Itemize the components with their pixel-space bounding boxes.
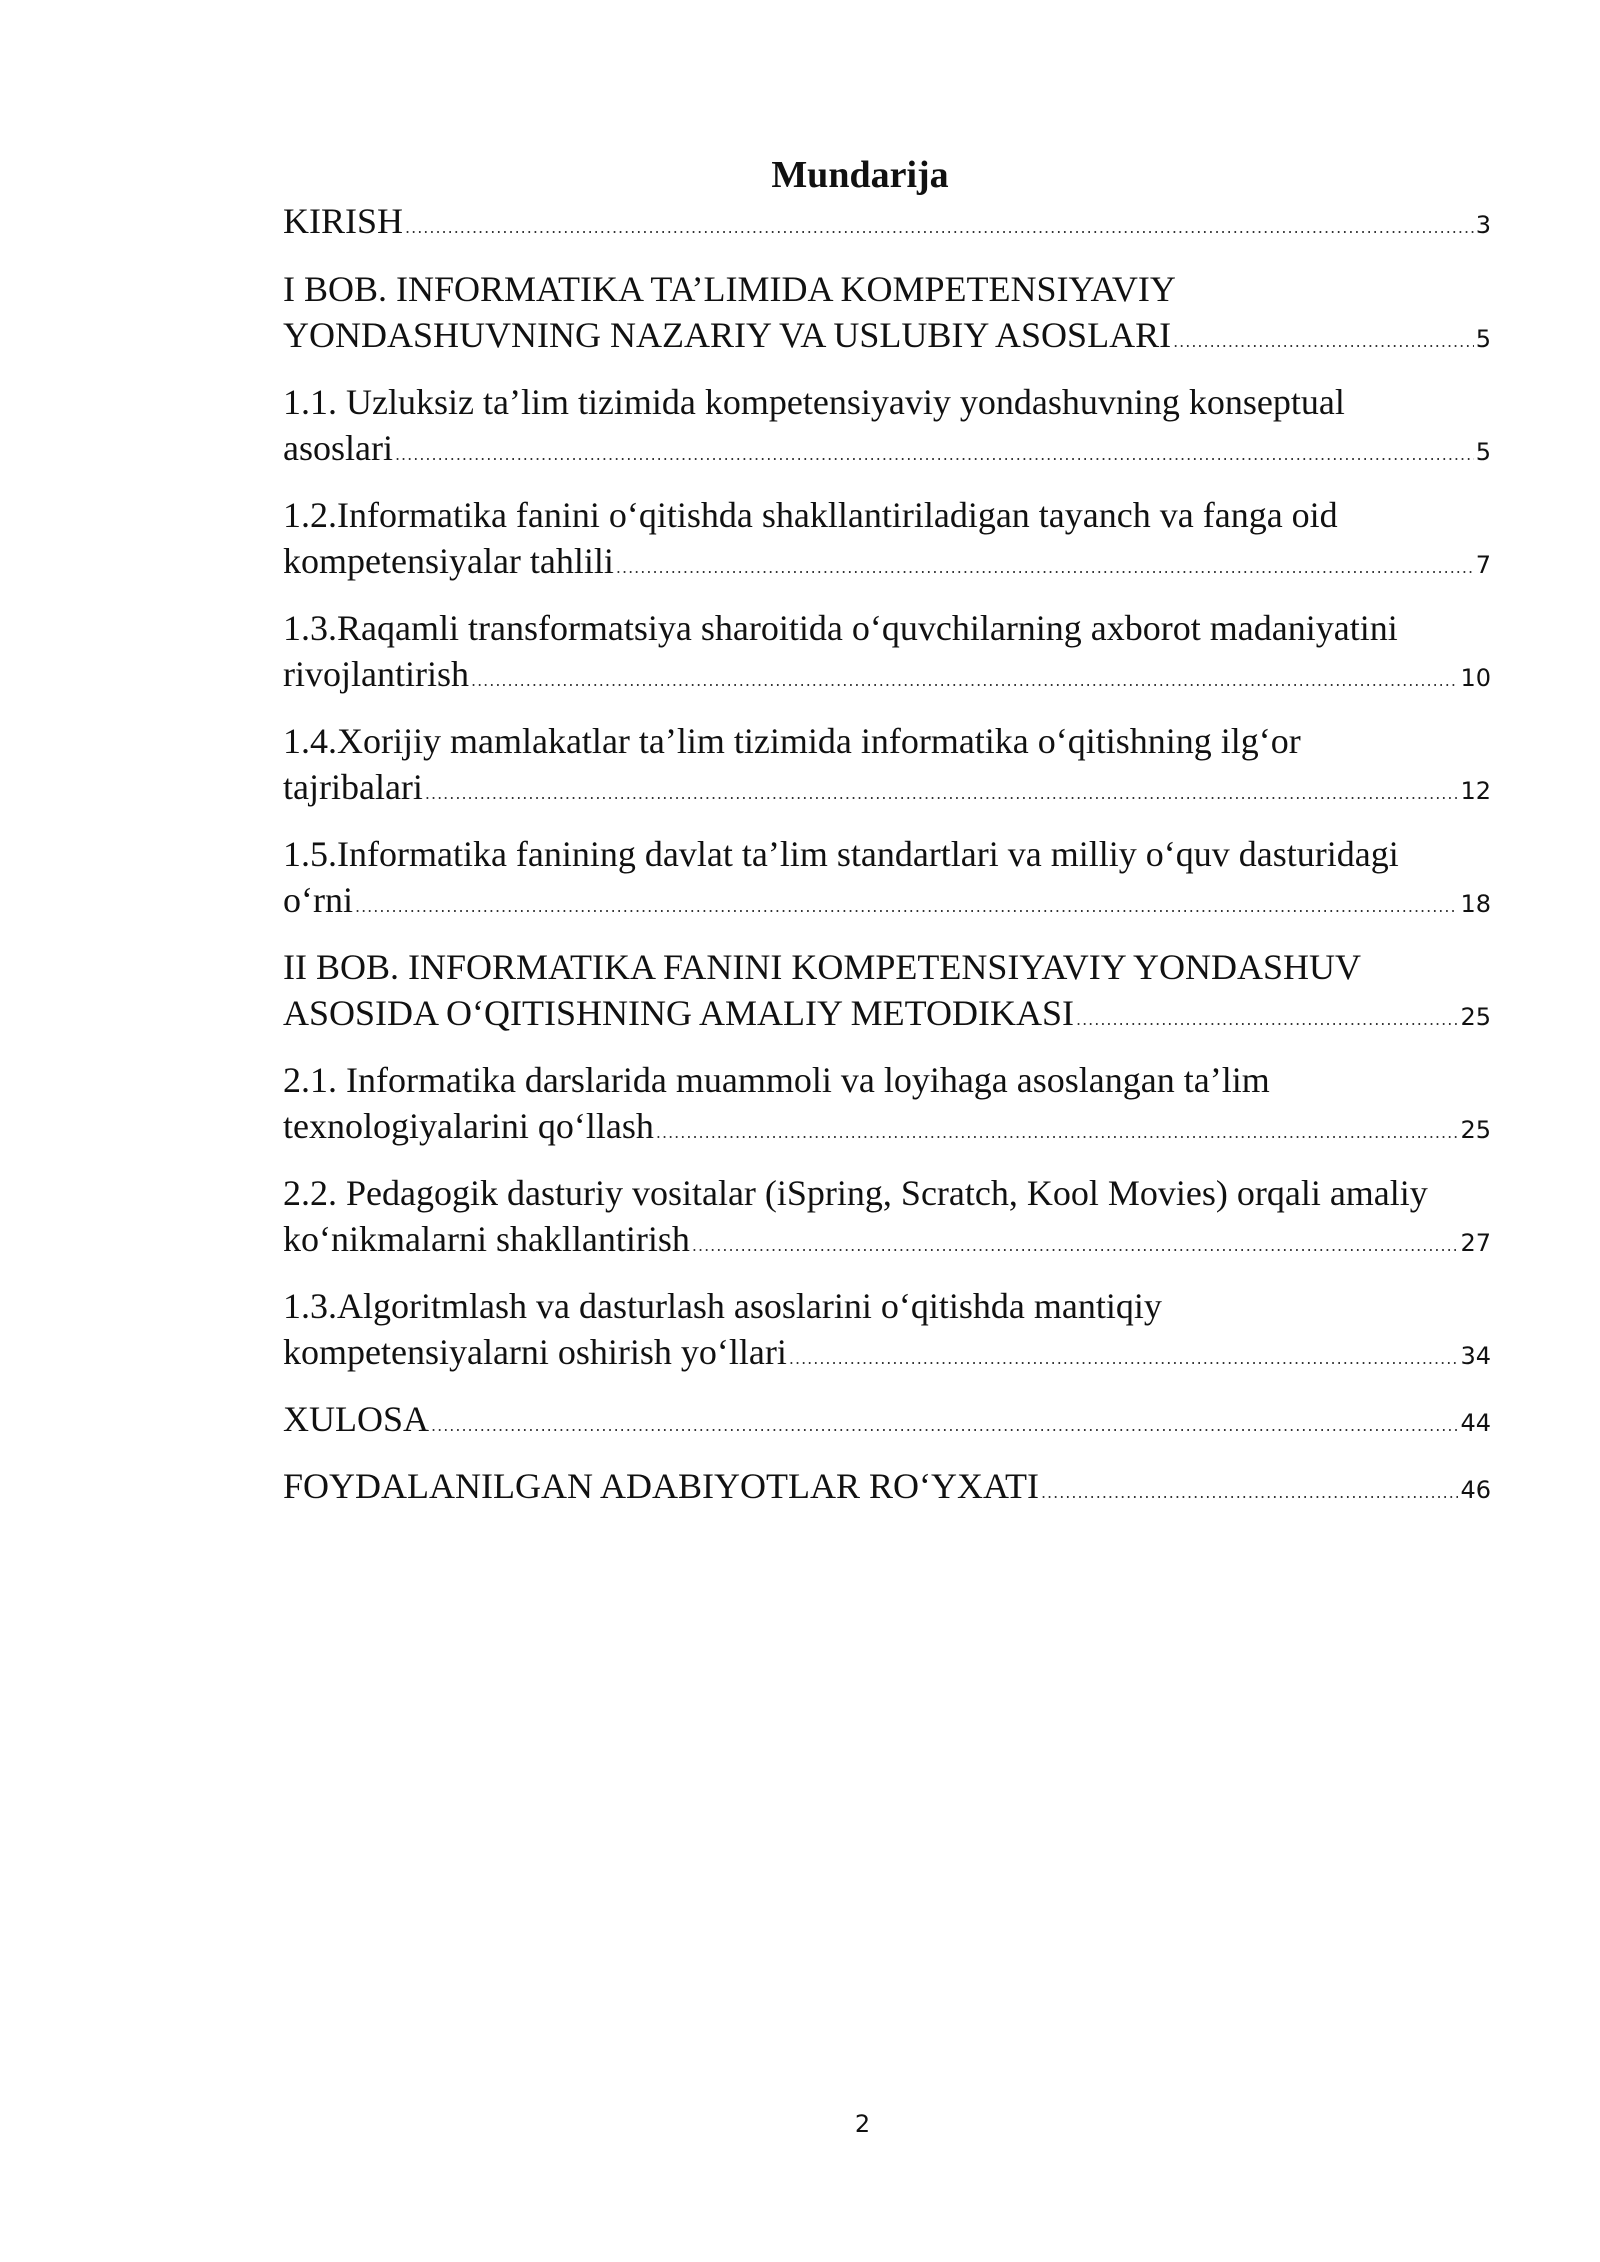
dot-leader — [1173, 319, 1474, 366]
dot-leader — [431, 1403, 1458, 1450]
toc-entry-last-line — [283, 1463, 1491, 1517]
toc-entry-text: kompetensiyalar tahlili — [283, 541, 614, 581]
toc-entry-text: kompetensiyalarni oshirish yo‘llari — [283, 1332, 787, 1372]
toc-entry-section-2-1[interactable] — [283, 1057, 1491, 1157]
toc-entry-section-1-1[interactable] — [283, 379, 1491, 479]
toc-entry-section-1-4[interactable] — [283, 718, 1491, 818]
toc-entry-text: 2.1. Informatika darslarida muammoli va loyihaga asoslangan ta’lim — [283, 1059, 1270, 1100]
dot-leader — [692, 1223, 1459, 1270]
toc-entry-section-1-5[interactable] — [283, 831, 1491, 931]
toc-entry-xulosa[interactable] — [283, 1396, 1491, 1450]
toc-entry-text: FOYDALANILGAN ADABIYOTLAR RO‘YXATI — [283, 1466, 1039, 1506]
toc-page-number: 27 — [1460, 1229, 1491, 1257]
dot-leader — [471, 658, 1458, 705]
dot-leader — [656, 1110, 1459, 1157]
dot-leader — [789, 1336, 1459, 1383]
toc-page-number: 7 — [1475, 551, 1491, 579]
toc-entry-chapter-1[interactable] — [283, 266, 1491, 366]
toc-entry-text: o‘rni — [283, 880, 353, 920]
toc-entry-text: tajribalari — [283, 767, 423, 807]
toc-entry-last-line — [283, 312, 1491, 366]
toc-entry-last-line — [283, 1396, 1491, 1450]
toc-entry-text: ASOSIDA O‘QITISHNING AMALIY METODIKASI — [283, 993, 1074, 1033]
toc-entry-text: 1.4.Xorijiy mamlakatlar ta’lim tizimida informatika o‘qitishning ilg‘or — [283, 720, 1301, 761]
toc-entry-last-line — [283, 877, 1491, 931]
toc-page-number: 25 — [1460, 1003, 1491, 1031]
toc-entry-text: 1.2.Informatika fanini o‘qitishda shakllantiriladigan tayanch va fanga oid — [283, 494, 1338, 535]
toc-entry-text: 1.3.Algoritmlash va dasturlash asoslarini o‘qitishda mantiqiy — [283, 1285, 1162, 1326]
toc-entry-last-line — [283, 425, 1491, 479]
toc-entry-text: KIRISH — [283, 201, 404, 241]
toc-entry-text: rivojlantirish — [283, 654, 469, 694]
toc-page-number: 46 — [1460, 1476, 1491, 1504]
toc-page-number: 5 — [1475, 438, 1491, 466]
toc-entry-last-line — [283, 651, 1491, 705]
toc-entry-text: 1.1. Uzluksiz ta’lim tizimida kompetensiyaviy yondashuvning konseptual — [283, 381, 1345, 422]
toc-entry-text: I BOB. INFORMATIKA TA’LIMIDA KOMPETENSIYAVIY — [283, 268, 1176, 309]
dot-leader — [355, 884, 1458, 931]
toc-entry-section-1-2[interactable] — [283, 492, 1491, 592]
toc-entry-text: asoslari — [283, 428, 393, 468]
page-title: Mundarija — [771, 154, 949, 196]
toc-entry-last-line — [283, 1103, 1491, 1157]
toc-entry-text: 1.5.Informatika fanining davlat ta’lim standartlari va milliy o‘quv dasturidagi — [283, 833, 1399, 874]
table-of-contents — [283, 198, 1491, 1531]
toc-entry-text: II BOB. INFORMATIKA FANINI KOMPETENSIYAVIY YONDASHUV — [283, 946, 1362, 987]
toc-entry-last-line — [283, 1329, 1491, 1383]
toc-entry-last-line — [283, 990, 1491, 1044]
dot-leader — [425, 771, 1459, 818]
toc-entry-text: 2.2. Pedagogik dasturiy vositalar (iSpring, Scratch, Kool Movies) orqali amaliy — [283, 1172, 1428, 1213]
toc-entry-section-2-3[interactable] — [283, 1283, 1491, 1383]
dot-leader — [1076, 997, 1458, 1044]
toc-entry-text: 1.3.Raqamli transformatsiya sharoitida o‘quvchilarning axborot madaniyatini — [283, 607, 1398, 648]
dot-leader — [405, 205, 1474, 252]
toc-entry-text: XULOSA — [283, 1398, 430, 1439]
toc-page-number: 18 — [1460, 890, 1491, 918]
toc-entry-kirish[interactable] — [283, 198, 1491, 252]
toc-entry-text: texnologiyalarini qo‘llash — [283, 1106, 654, 1146]
dot-leader — [616, 545, 1474, 592]
dot-leader — [1041, 1470, 1459, 1517]
toc-entry-section-1-3[interactable] — [283, 605, 1491, 705]
toc-page-number: 25 — [1460, 1116, 1491, 1144]
toc-entry-last-line — [283, 198, 1491, 252]
toc-entry-last-line — [283, 1216, 1491, 1270]
toc-page-number: 3 — [1475, 211, 1491, 239]
toc-page-number: 12 — [1460, 777, 1491, 805]
toc-entry-chapter-2[interactable] — [283, 944, 1491, 1044]
toc-page-number: 44 — [1460, 1408, 1491, 1437]
toc-entry-last-line — [283, 538, 1491, 592]
toc-page-number: 10 — [1460, 664, 1491, 692]
toc-entry-references[interactable] — [283, 1463, 1491, 1517]
toc-entry-text: YONDASHUVNING NAZARIY VA USLUBIY ASOSLARI — [283, 315, 1172, 355]
toc-page-number: 34 — [1460, 1342, 1491, 1370]
toc-page-number: 5 — [1475, 325, 1491, 353]
dot-leader — [395, 432, 1474, 479]
toc-entry-section-2-2[interactable] — [283, 1170, 1491, 1270]
page-footer-number: 2 — [854, 2110, 871, 2138]
toc-entry-text: ko‘nikmalarni shakllantirish — [283, 1219, 690, 1259]
toc-entry-last-line — [283, 764, 1491, 818]
